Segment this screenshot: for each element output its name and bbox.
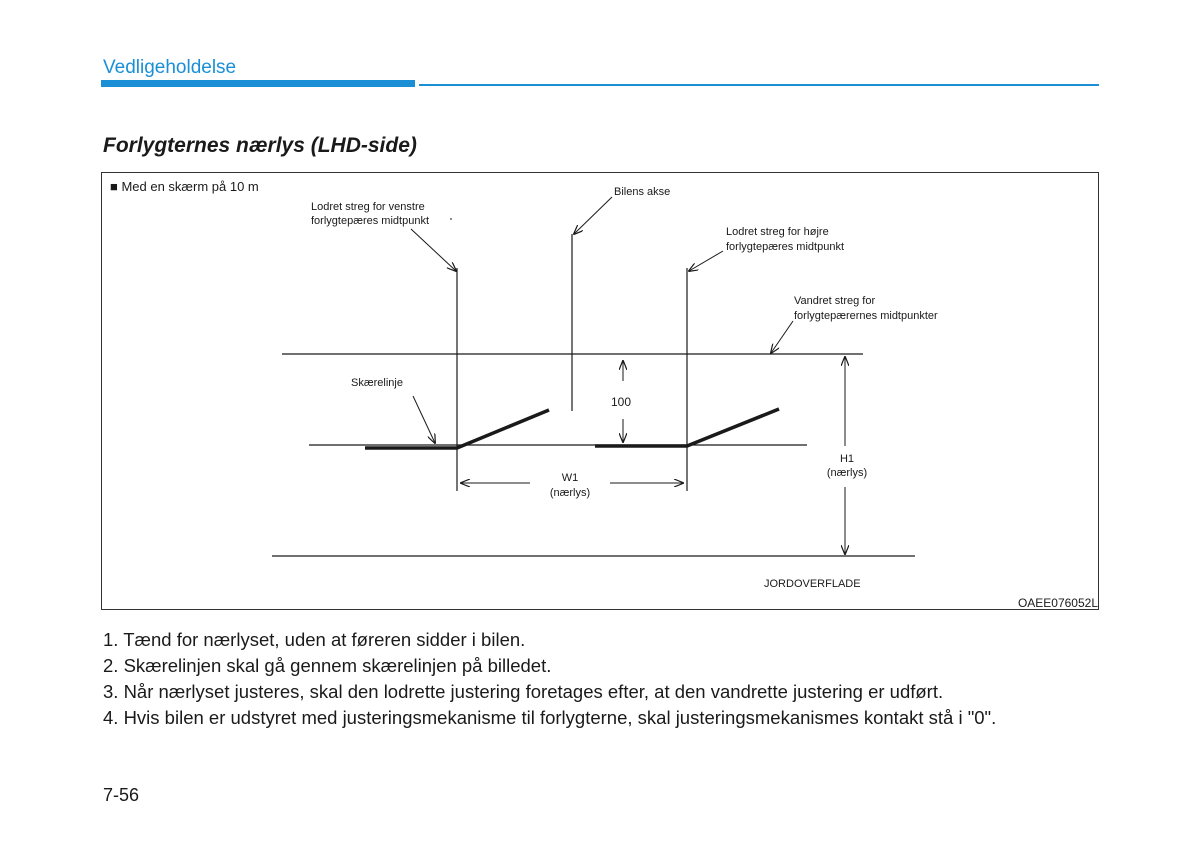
figure-caption: ■ Med en skærm på 10 m [110,179,259,194]
cutoff-label: Skærelinje [351,377,403,389]
axis-label: Bilens akse [614,186,671,198]
ground-label: JORDOVERFLADE [764,578,861,590]
left-vertical-label-2: forlygtepæres midtpunkt [311,215,429,227]
instruction-step: 3. Når nærlyset justeres, skal den lodrette justering foretages efter, at den vandrette justering er udført. [103,681,944,702]
left-vertical-leader-arrow [411,229,456,271]
horizontal-label-2: forlygtepærernes midtpunkter [794,310,938,322]
instruction-step: 1. Tænd for nærlyset, uden at føreren sidder i bilen. [103,629,526,650]
figure-code: OAEE076052L [1017,596,1098,610]
section-title: Vedligeholdelse [103,57,237,78]
h1-sublabel: (nærlys) [826,467,868,479]
page-number: 7-56 [103,785,140,805]
right-vertical-label-1: Lodret streg for højre [726,226,829,238]
w1-sublabel: (nærlys) [549,487,591,499]
horizontal-label-1: Vandret streg for [794,295,876,307]
w1-label: W1 [561,472,579,484]
instruction-step: 2. Skærelinjen skal gå gennem skærelinjen på billedet. [103,655,552,676]
page-heading: Forlygternes nærlys (LHD-side) [103,134,417,157]
right-vertical-leader-arrow [689,251,723,271]
header-rule-thin [419,84,1099,86]
instruction-step: 4. Hvis bilen er udstyret med justeringsmekanisme til forlygterne, skal justeringsmekanismes kontakt stå i "0". [103,707,997,728]
axis-leader-arrow [574,197,612,234]
header-rule-thick [101,80,415,87]
headlight-aim-diagram [101,172,1099,610]
left-vertical-label-1: Lodret streg for venstre [311,201,425,213]
instruction-list [103,627,996,731]
right-vertical-label-2: forlygtepæres midtpunkt [726,241,844,253]
h1-label: H1 [839,453,855,465]
distance-label: 100 [611,395,632,409]
cutoff-leader-arrow [413,396,435,443]
diagram-svg [102,173,1100,611]
horizontal-leader-arrow [771,321,793,353]
